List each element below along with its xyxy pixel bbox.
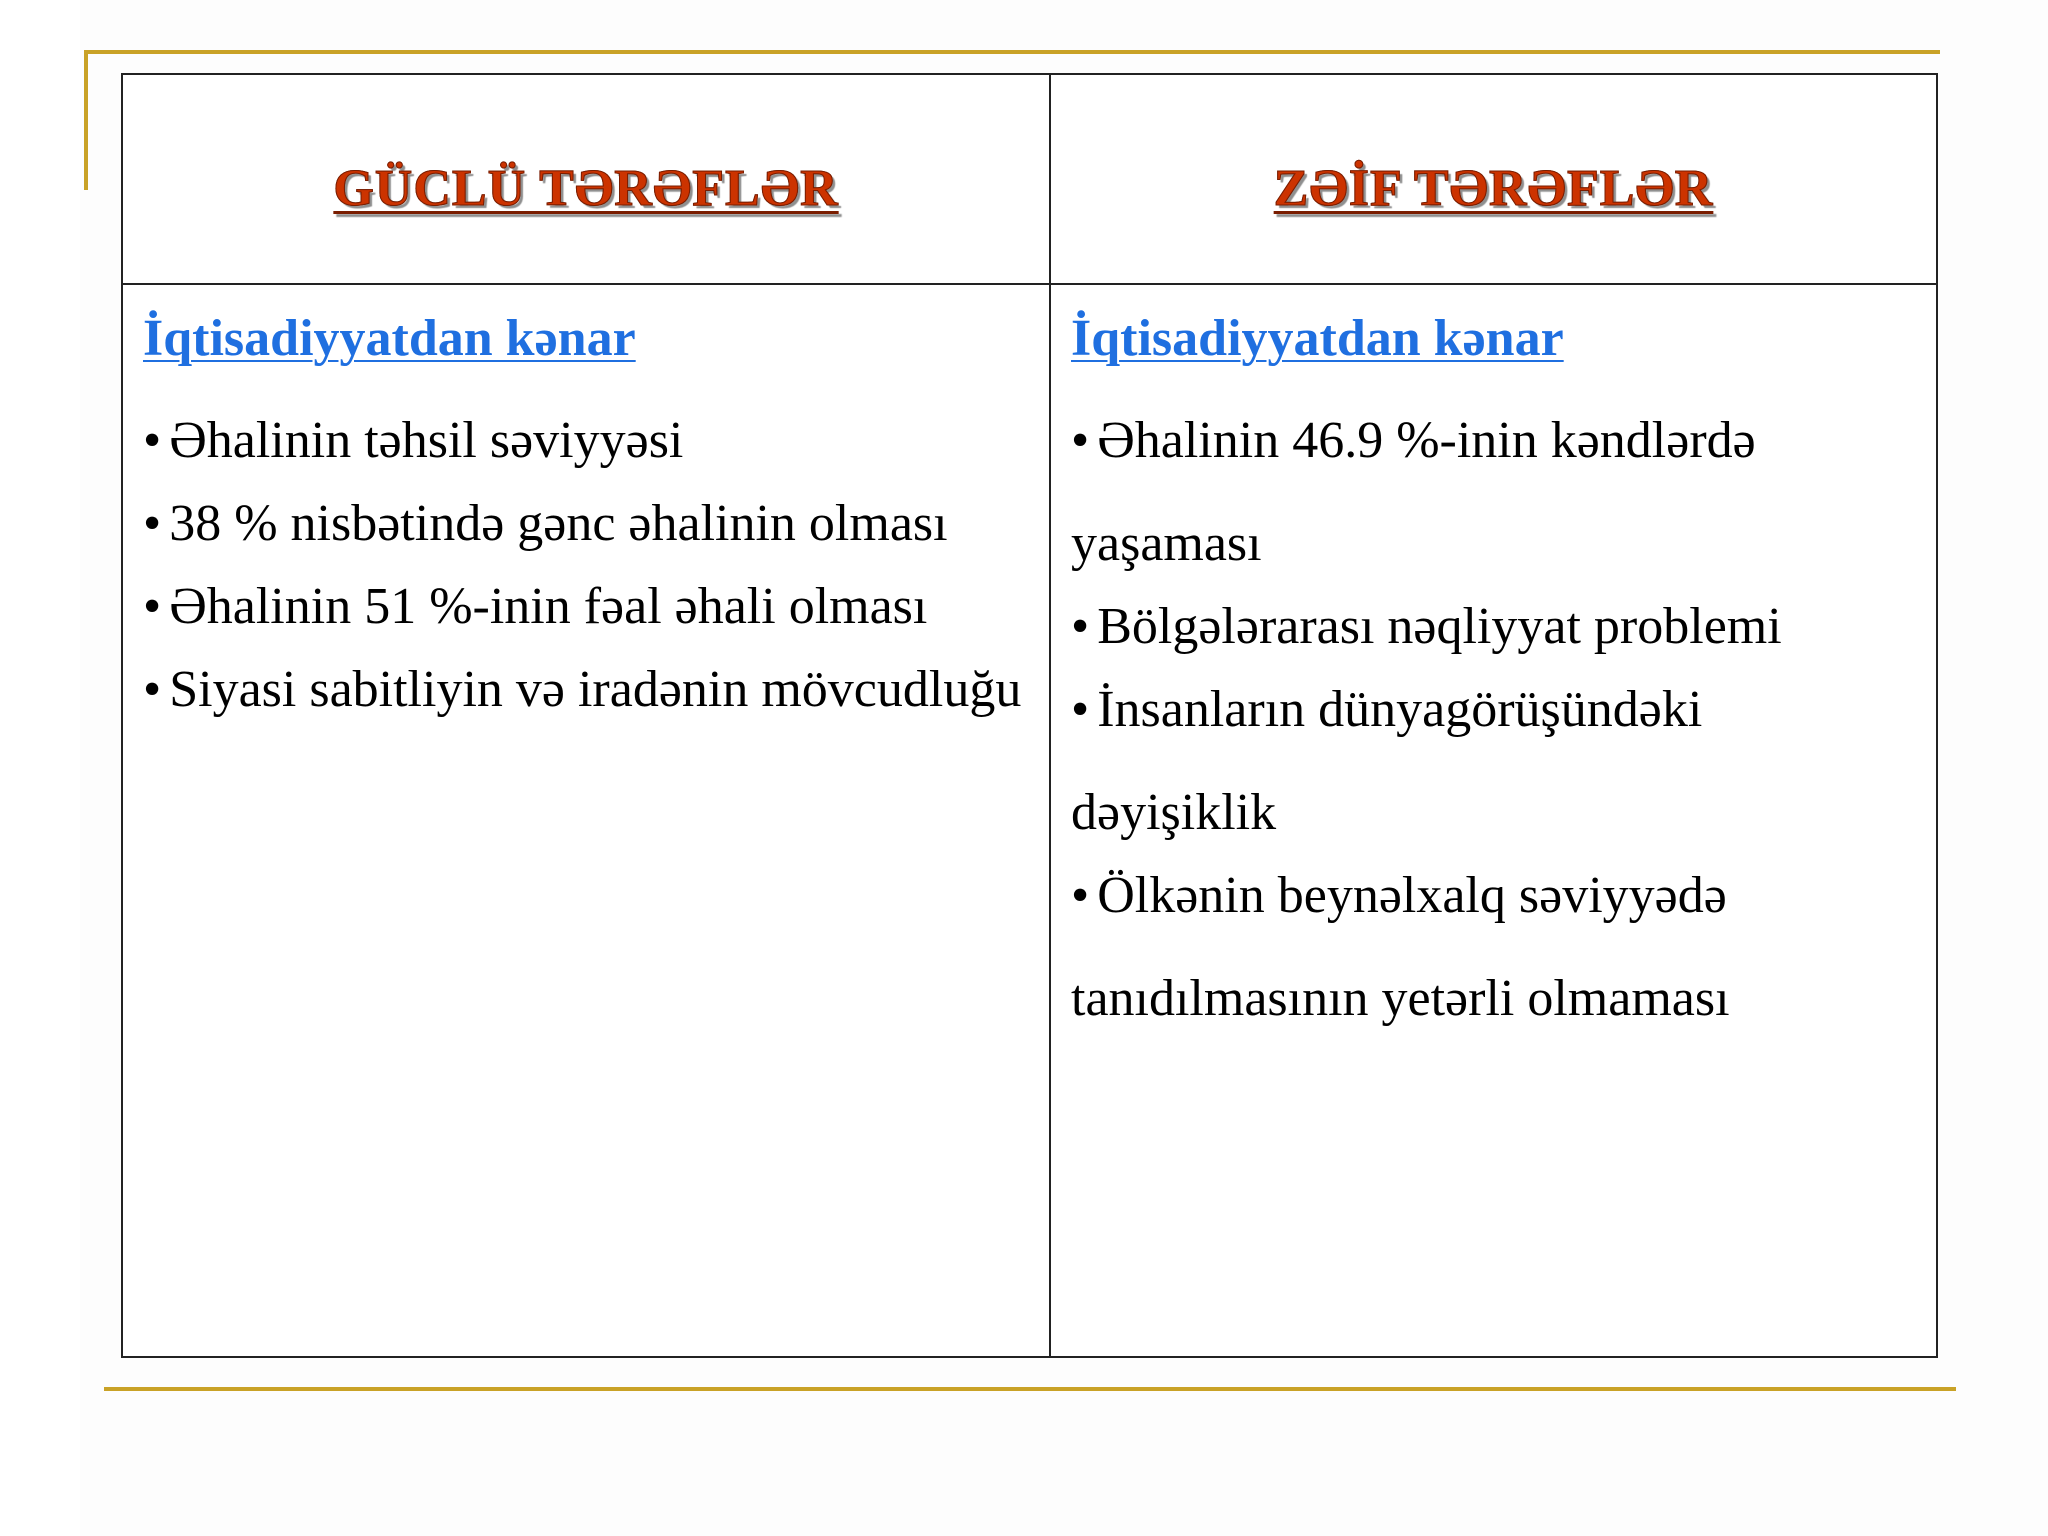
bullet-dot-icon: •	[1071, 867, 1090, 924]
weaknesses-heading: ZƏİF TƏRƏFLƏR	[1273, 159, 1714, 217]
strengths-section-title: İqtisadiyyatdan kənar	[143, 310, 636, 367]
list-item	[143, 638, 1029, 741]
weaknesses-section-title: İqtisadiyyatdan kənar	[1071, 310, 1564, 367]
list-item-text: Əhalinin 46.9 %-inin kəndlərdə yaşaması	[1071, 412, 1756, 572]
list-item-text: Ölkənin beynəlxalq səviyyədə tanıdılmasının yetərli olmaması	[1071, 867, 1730, 1027]
weaknesses-header-cell	[1051, 75, 1936, 285]
list-item	[1071, 389, 1916, 595]
bullet-dot-icon: •	[143, 578, 162, 635]
strengths-header-cell	[123, 75, 1051, 285]
strengths-heading: GÜCLÜ TƏRƏFLƏR	[333, 159, 839, 217]
weaknesses-body-cell	[1051, 285, 1936, 1356]
list-item	[1071, 844, 1916, 1050]
list-item-text: 38 % nisbətində gənc əhalinin olması	[169, 495, 948, 552]
list-item-text: Bölgələrarası nəqliyyat problemi	[1097, 598, 1782, 655]
bullet-dot-icon: •	[143, 495, 162, 552]
bullet-dot-icon: •	[143, 661, 162, 718]
bullet-dot-icon: •	[1071, 598, 1090, 655]
bullet-dot-icon: •	[1071, 681, 1090, 738]
bullet-dot-icon: •	[1071, 412, 1090, 469]
list-item	[1071, 658, 1916, 864]
list-item-text: Əhalinin 51 %-inin fəal əhali olması	[169, 578, 928, 635]
strengths-body-cell	[123, 285, 1051, 1356]
list-item-text: Əhalinin təhsil səviyyəsi	[169, 412, 684, 469]
decorative-left-rule	[84, 50, 88, 190]
strengths-weaknesses-table	[121, 73, 1938, 1358]
decorative-bottom-rule	[104, 1387, 1956, 1391]
decorative-top-rule	[86, 50, 1940, 54]
bullet-dot-icon: •	[143, 412, 162, 469]
strengths-list	[143, 389, 1029, 741]
list-item-text: İnsanların dünyagörüşündəki dəyişiklik	[1071, 681, 1703, 841]
weaknesses-list	[1071, 389, 1916, 1050]
list-item-text: Siyasi sabitliyin və iradənin mövcudluğu	[169, 661, 1022, 718]
